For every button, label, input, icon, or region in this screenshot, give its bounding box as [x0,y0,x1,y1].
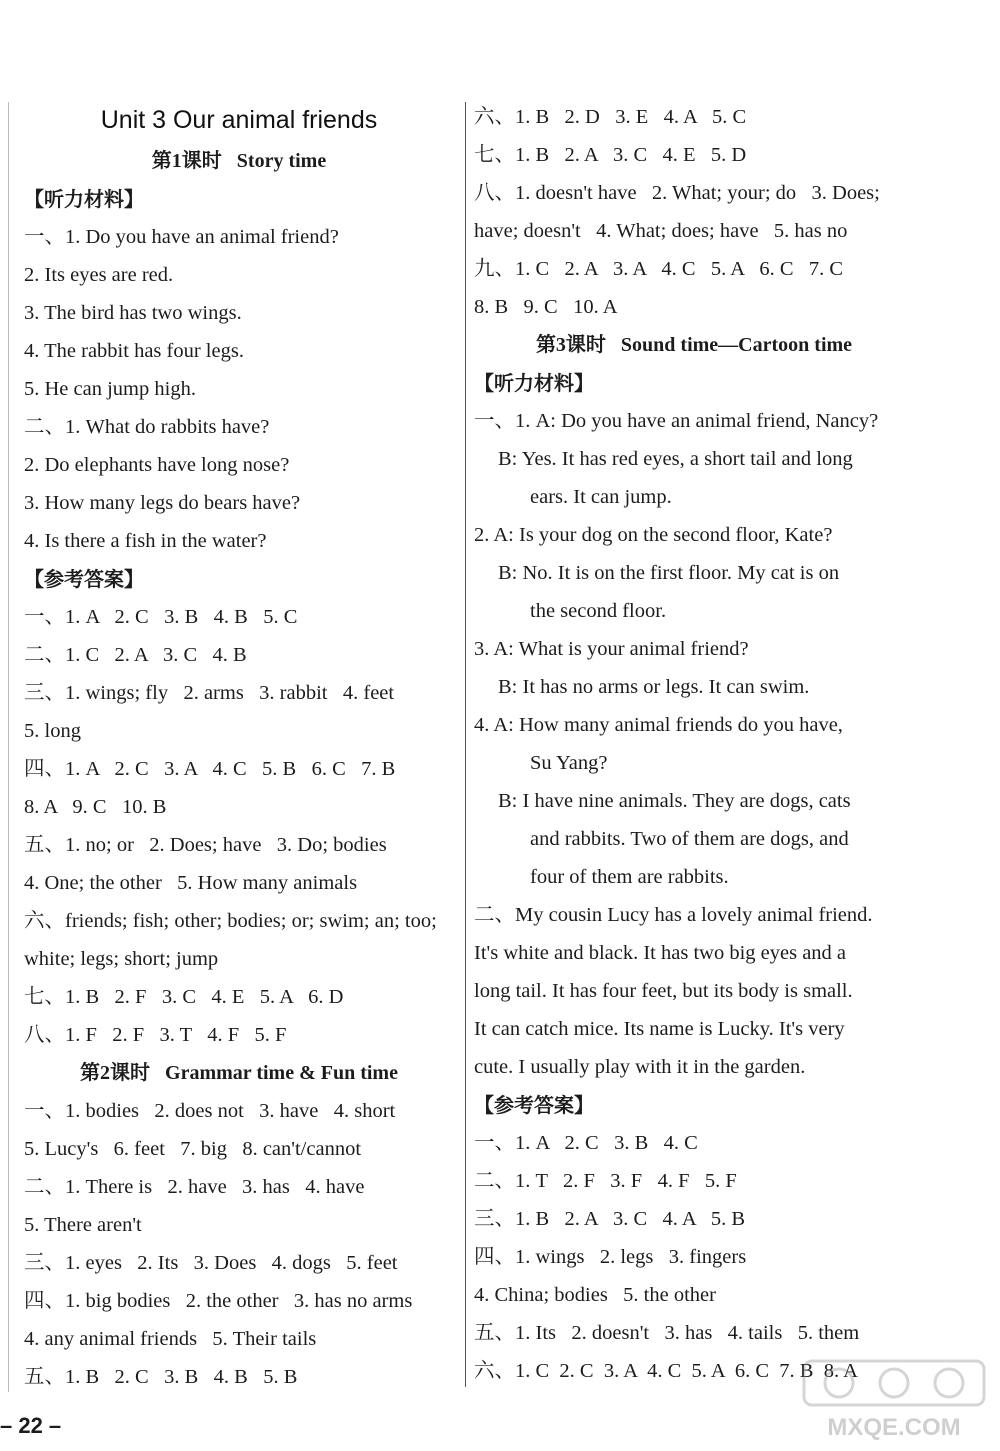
text-line: 5. long [24,720,81,742]
watermark-logo [794,1355,994,1445]
text-line: 二、1. T 2. F 3. F 4. F 5. F [474,1170,737,1192]
unit-title: Unit 3 Our animal friends [100,106,378,134]
text-line: 五、1. Its 2. doesn't 3. has 4. tails 5. them [474,1322,860,1344]
text-line: ears. It can jump. [530,486,672,508]
text-line: 3. How many legs do bears have? [24,492,301,514]
text-line: 4. China; bodies 5. the other [474,1284,716,1306]
right-column-body [474,98,914,1390]
page-edge-rule [8,102,9,1392]
text-line: B: It has no arms or legs. It can swim. [498,676,810,698]
text-line: 4. The rabbit has four legs. [24,340,244,362]
text-line: 4. One; the other 5. How many animals [24,872,358,894]
text-line: 三、1. B 2. A 3. C 4. A 5. B [474,1208,746,1230]
lesson-heading: 第1课时 Story time [151,150,327,172]
text-line: 六、1. C 2. C 3. A 4. C 5. A 6. C 7. B 8. A [474,1360,858,1382]
text-line: 二、1. There is 2. have 3. has 4. have [24,1176,365,1198]
text-line: 一、1. A 2. C 3. B 4. B 5. C [24,606,298,628]
text-line: 八、1. F 2. F 3. T 4. F 5. F [24,1024,287,1046]
lesson-heading: 第3课时 Sound time—Cartoon time [535,334,853,356]
text-line: 3. The bird has two wings. [24,302,242,324]
text-line: 五、1. no; or 2. Does; have 3. Do; bodies [24,834,387,856]
text-line: white; legs; short; jump [24,948,219,970]
text-line: Su Yang? [530,752,608,774]
left-column [24,98,454,1396]
text-line: 三、1. eyes 2. Its 3. Does 4. dogs 5. feet [24,1252,398,1274]
text-line: 六、1. B 2. D 3. E 4. A 5. C [474,106,747,128]
text-line: 一、1. bodies 2. does not 3. have 4. short [24,1100,396,1122]
text-line: 七、1. B 2. F 3. C 4. E 5. A 6. D [24,986,344,1008]
section-heading: 【参考答案】 [474,1093,594,1117]
text-line: 四、1. wings 2. legs 3. fingers [474,1246,747,1268]
text-line: 4. Is there a fish in the water? [24,530,267,552]
text-line: 2. Its eyes are red. [24,264,174,286]
text-line: 4. any animal friends 5. Their tails [24,1328,317,1350]
text-line: B: Yes. It has red eyes, a short tail and long [498,448,853,470]
text-line: 六、friends; fish; other; bodies; or; swim; an; too; [24,910,437,932]
text-line: 一、1. A: Do you have an animal friend, Nancy? [474,410,879,432]
section-heading: 【听力材料】 [474,371,594,395]
page-number: – 22 – [0,1413,62,1438]
text-line: 一、1. Do you have an animal friend? [24,226,339,248]
text-line: 2. A: Is your dog on the second floor, Kate? [474,524,833,546]
text-line: 二、1. What do rabbits have? [24,416,270,438]
text-line: 4. A: How many animal friends do you have, [474,714,843,736]
text-line: 八、1. doesn't have 2. What; your; do 3. Does; [474,182,880,204]
lesson-heading: 第2课时 Grammar time & Fun time [80,1062,398,1084]
text-line: It's white and black. It has two big eyes and a [474,942,847,964]
text-line: 5. There aren't [24,1214,142,1236]
text-line: B: No. It is on the first floor. My cat is on [498,562,840,584]
text-line: 九、1. C 2. A 3. A 4. C 5. A 6. C 7. C [474,258,844,280]
text-line: 8. B 9. C 10. A [474,296,618,318]
text-line: have; doesn't 4. What; does; have 5. has no [474,220,848,242]
text-line: 8. A 9. C 10. B [24,796,167,818]
text-line: B: I have nine animals. They are dogs, cats [498,790,851,812]
text-line: and rabbits. Two of them are dogs, and [530,828,849,850]
left-column-body [24,142,454,1396]
text-line: 5. Lucy's 6. feet 7. big 8. can't/cannot [24,1138,362,1160]
right-column [474,98,914,1390]
text-line: 5. He can jump high. [24,378,196,400]
text-line: 3. A: What is your animal friend? [474,638,749,660]
text-line: It can catch mice. Its name is Lucky. It's very [474,1018,845,1040]
section-heading: 【听力材料】 [24,187,144,211]
text-line: 二、1. C 2. A 3. C 4. B [24,644,247,666]
column-divider [465,102,466,1387]
text-line: the second floor. [530,600,667,622]
text-line: 五、1. B 2. C 3. B 4. B 5. B [24,1366,298,1388]
text-line: 2. Do elephants have long nose? [24,454,290,476]
text-line: 二、My cousin Lucy has a lovely animal friend. [474,904,873,926]
text-line: 四、1. A 2. C 3. A 4. C 5. B 6. C 7. B [24,758,396,780]
text-line: cute. I usually play with it in the garden. [474,1056,806,1078]
section-heading: 【参考答案】 [24,567,144,591]
text-line: 三、1. wings; fly 2. arms 3. rabbit 4. feet [24,682,395,704]
text-line: four of them are rabbits. [530,866,729,888]
text-line: 一、1. A 2. C 3. B 4. C [474,1132,698,1154]
watermark-text: MXQE.COM [827,1414,961,1441]
text-line: 七、1. B 2. A 3. C 4. E 5. D [474,144,747,166]
text-line: long tail. It has four feet, but its body is small. [474,980,853,1002]
text-line: 四、1. big bodies 2. the other 3. has no arms [24,1290,413,1312]
